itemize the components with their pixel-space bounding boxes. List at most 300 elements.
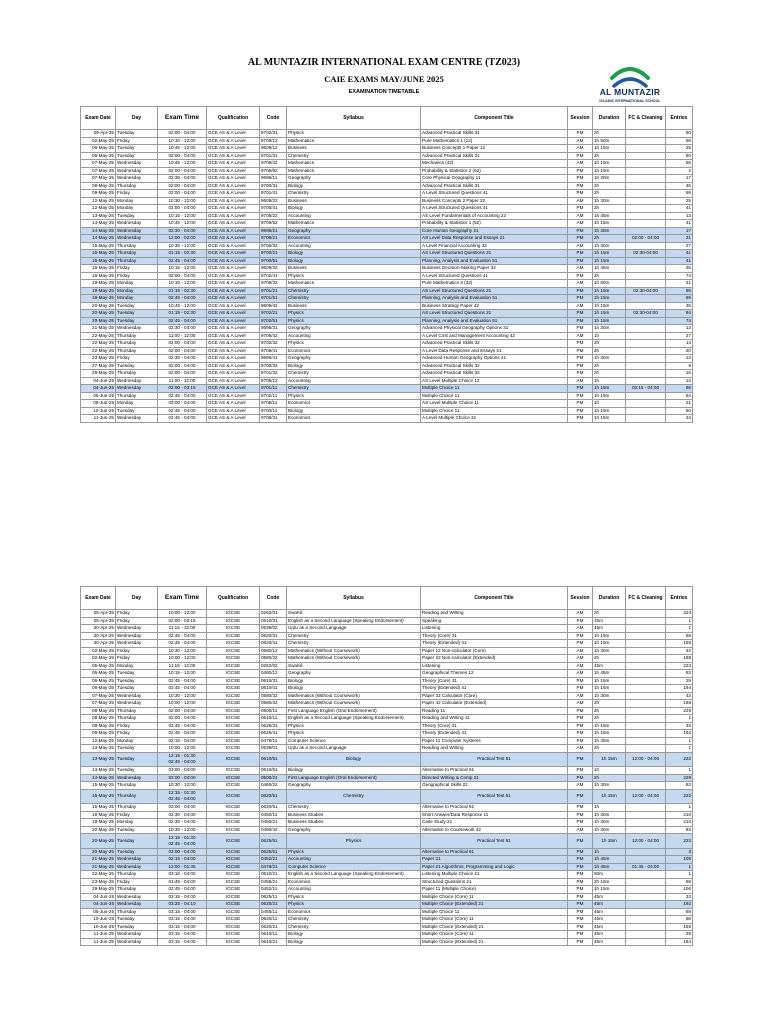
cell-day: Friday: [116, 655, 158, 663]
table-row: [81, 190, 693, 198]
cell-syllabus: Chemistry: [287, 923, 421, 931]
cell-exam-time: 10:10 - 12:00: [158, 280, 207, 288]
cell-exam-time: 02:45 - 04:00: [158, 730, 207, 738]
table-row: [81, 370, 693, 378]
logo-name: AL MUNTAZIR: [599, 87, 661, 97]
table-row: [81, 752, 693, 767]
cell-session: AM: [568, 700, 593, 708]
cell-session: PM: [568, 407, 593, 415]
cell-entries: 35: [666, 265, 693, 273]
cell-exam-date: 15-May-25: [81, 789, 116, 804]
cell-code: 9696/11: [260, 175, 287, 183]
cell-qualification: GCE AS & A Level: [207, 370, 260, 378]
cell-entries: 68: [666, 916, 693, 924]
cell-exam-time: 10:15 - 12:00: [158, 265, 207, 273]
column-header-day: Day: [116, 107, 158, 130]
cell-syllabus: Physics: [287, 340, 421, 348]
cell-fc-cleaning: [626, 265, 666, 273]
cell-exam-time: 10:45 - 12:00: [158, 145, 207, 153]
cell-component-title: Probability & Statistics 2 (62): [421, 167, 568, 175]
cell-exam-date: 15-May-25: [81, 242, 116, 250]
table-row: [81, 617, 693, 625]
cell-session: PM: [568, 752, 593, 767]
cell-qualification: GCE AS & A Level: [207, 415, 260, 423]
cell-qualification: IGCSE: [207, 916, 260, 924]
cell-code: 9706/42: [260, 332, 287, 340]
cell-duration: 2h: [593, 707, 626, 715]
cell-exam-time: 02:30 - 04:00: [158, 175, 207, 183]
cell-duration: 1h 30m: [593, 819, 626, 827]
cell-syllabus: Physics: [287, 130, 421, 138]
cell-day: Friday: [116, 272, 158, 280]
cell-duration: 1h 15m: [593, 317, 626, 325]
table-row: [81, 392, 693, 400]
cell-exam-time: 02:00 - 04:00: [158, 340, 207, 348]
cell-session: PM: [568, 227, 593, 235]
cell-exam-date: 22-May-25: [81, 340, 116, 348]
cell-duration: 1h 15m: [593, 677, 626, 685]
cell-session: AM: [568, 212, 593, 220]
cell-entries: 25: [666, 145, 693, 153]
cell-component-title: Paper 11 (Multiple Choice): [421, 886, 568, 894]
table-row: [81, 632, 693, 640]
cell-qualification: IGCSE: [207, 700, 260, 708]
cell-code: 0450/11: [260, 811, 287, 819]
cell-fc-cleaning: [626, 190, 666, 198]
cell-qualification: IGCSE: [207, 893, 260, 901]
cell-duration: 50m: [593, 871, 626, 879]
cell-day: Wednesday: [116, 863, 158, 871]
cell-code: 0452/11: [260, 886, 287, 894]
cell-duration: 2h: [593, 347, 626, 355]
cell-syllabus: Physics: [287, 392, 421, 400]
cell-exam-time: 03:00 - 04:00: [158, 804, 207, 812]
cell-duration: 45m: [593, 916, 626, 924]
table-row: [81, 272, 693, 280]
cell-fc-cleaning: [626, 662, 666, 670]
cell-component-title: Multiple Choice (Extended) 21: [421, 923, 568, 931]
cell-syllabus: Economics: [287, 878, 421, 886]
cell-day: Monday: [116, 662, 158, 670]
cell-exam-time: 02:45 - 04:00: [158, 685, 207, 693]
cell-qualification: IGCSE: [207, 774, 260, 782]
cell-exam-time: 12:00 - 02:00: [158, 235, 207, 243]
cell-qualification: GCE AS & A Level: [207, 295, 260, 303]
cell-exam-time: 02:45 - 04:00: [158, 722, 207, 730]
table-row: [81, 767, 693, 775]
cell-exam-time: 02:00 - 04:00: [158, 370, 207, 378]
cell-exam-time: 02:00 - 04:00: [158, 167, 207, 175]
cell-day: Thursday: [116, 782, 158, 790]
cell-entries: 17: [666, 227, 693, 235]
cell-day: Thursday: [116, 804, 158, 812]
cell-component-title: Theory (Core) 31: [421, 722, 568, 730]
cell-session: PM: [568, 190, 593, 198]
column-header-duration: Duration: [593, 107, 626, 130]
cell-qualification: IGCSE: [207, 848, 260, 856]
cell-exam-time: 02:15 - 04:00: [158, 737, 207, 745]
cell-component-title: Multiple Choice 11: [421, 407, 568, 415]
cell-exam-date: 30-Apr-25: [81, 632, 116, 640]
cell-session: PM: [568, 715, 593, 723]
cell-component-title: Listening Multiple Choice 21: [421, 871, 568, 879]
cell-day: Monday: [116, 197, 158, 205]
cell-code: 9701/32: [260, 370, 287, 378]
cell-code: 0625/11: [260, 893, 287, 901]
table-row: [81, 137, 693, 145]
cell-exam-time: 10:10 - 12:00: [158, 137, 207, 145]
cell-exam-time: 02:45 - 04:00: [158, 415, 207, 423]
cell-duration: 45m: [593, 923, 626, 931]
cell-fc-cleaning: [626, 632, 666, 640]
cell-fc-cleaning: [626, 901, 666, 909]
cell-session: PM: [568, 834, 593, 849]
table-row: [81, 415, 693, 423]
column-header-session: Session: [568, 107, 593, 130]
cell-duration: 1h 30m: [593, 692, 626, 700]
cell-entries: 194: [666, 685, 693, 693]
cell-syllabus: Chemistry: [287, 632, 421, 640]
cell-fc-cleaning: [626, 137, 666, 145]
cell-duration: 2h: [593, 190, 626, 198]
cell-day: Wednesday: [116, 235, 158, 243]
cell-qualification: IGCSE: [207, 655, 260, 663]
cell-session: AM: [568, 625, 593, 633]
cell-code: 9701/11: [260, 385, 287, 393]
cell-code: 0620/61: [260, 804, 287, 812]
cell-code: 0580/32: [260, 692, 287, 700]
cell-exam-date: 09-May-25: [81, 730, 116, 738]
cell-qualification: IGCSE: [207, 871, 260, 879]
cell-day: Thursday: [116, 370, 158, 378]
cell-fc-cleaning: [626, 707, 666, 715]
cell-session: PM: [568, 287, 593, 295]
table-row: [81, 774, 693, 782]
cell-code: 0460/12: [260, 670, 287, 678]
table-row: [81, 610, 693, 618]
cell-qualification: IGCSE: [207, 878, 260, 886]
cell-day: Thursday: [116, 789, 158, 804]
table-row: [81, 655, 693, 663]
cell-qualification: GCE AS & A Level: [207, 160, 260, 168]
table-row: [81, 871, 693, 879]
cell-entries: 210: [666, 811, 693, 819]
cell-exam-date: 10-Jun-25: [81, 407, 116, 415]
cell-syllabus: Business: [287, 265, 421, 273]
school-logo-icon: [590, 54, 670, 112]
cell-component-title: Paper 22 Non-calculator (Extended): [421, 655, 568, 663]
cell-exam-time: 10:45 - 12:00: [158, 302, 207, 310]
cell-entries: 21: [666, 400, 693, 408]
cell-exam-time: 11:00 - 12:00: [158, 332, 207, 340]
cell-exam-date: 20-May-25: [81, 317, 116, 325]
cell-day: Tuesday: [116, 685, 158, 693]
cell-syllabus: Biology: [287, 257, 421, 265]
cell-qualification: IGCSE: [207, 662, 260, 670]
cell-fc-cleaning: [626, 737, 666, 745]
cell-day: Tuesday: [116, 826, 158, 834]
cell-entries: 1: [666, 617, 693, 625]
cell-exam-time: 02:30 - 04:00: [158, 811, 207, 819]
cell-exam-date: 19-May-25: [81, 287, 116, 295]
cell-entries: 13: [666, 325, 693, 333]
cell-syllabus: Urdu as a Second Language: [287, 625, 421, 633]
cell-syllabus: English as a Second Language (Speaking Endorsement): [287, 871, 421, 879]
cell-code: 9709/62: [260, 167, 287, 175]
cell-qualification: IGCSE: [207, 752, 260, 767]
cell-fc-cleaning: [626, 804, 666, 812]
cell-qualification: GCE AS & A Level: [207, 145, 260, 153]
cell-code: 9708/31: [260, 415, 287, 423]
cell-fc-cleaning: [626, 167, 666, 175]
cell-session: PM: [568, 863, 593, 871]
cell-component-title: Core Physical Geography 11: [421, 175, 568, 183]
table-row: [81, 227, 693, 235]
cell-code: 0500/11: [260, 707, 287, 715]
cell-entries: 229: [666, 774, 693, 782]
as-a-level-timetable: [80, 106, 693, 423]
cell-exam-date: 19-May-25: [81, 280, 116, 288]
cell-syllabus: Business: [287, 197, 421, 205]
cell-duration: 1h 15m: [593, 160, 626, 168]
cell-day: Wednesday: [116, 640, 158, 648]
cell-session: PM: [568, 250, 593, 258]
cell-fc-cleaning: [626, 670, 666, 678]
cell-session: PM: [568, 871, 593, 879]
cell-component-title: AS Level Structured Questions 21: [421, 287, 568, 295]
cell-code: 9609/22: [260, 197, 287, 205]
cell-exam-date: 04-Jun-25: [81, 385, 116, 393]
cell-component-title: Planning, Analysis and Evaluation 51: [421, 257, 568, 265]
cell-code: 0580/42: [260, 700, 287, 708]
cell-duration: 1h 15m: [593, 834, 626, 849]
cell-exam-date: 14-May-25: [81, 220, 116, 228]
cell-day: Monday: [116, 737, 158, 745]
cell-entries: 106: [666, 856, 693, 864]
cell-exam-date: 04-Jun-25: [81, 377, 116, 385]
cell-exam-date: 09-Jun-25: [81, 400, 116, 408]
cell-code: 9709/42: [260, 160, 287, 168]
page-title: AL MUNTAZIR INTERNATIONAL EXAM CENTRE (TZ023): [247, 57, 521, 68]
exam-time-slot: 12:15 - 01:30: [168, 790, 196, 796]
cell-duration: 2h: [593, 774, 626, 782]
cell-entries: 155: [666, 640, 693, 648]
column-header-exam-time: Exam Time: [158, 587, 207, 610]
cell-fc-cleaning: [626, 617, 666, 625]
table-row: [81, 212, 693, 220]
cell-code: 0610/41: [260, 685, 287, 693]
cell-entries: 223: [666, 610, 693, 618]
column-header-code: Code: [260, 587, 287, 610]
table-row: [81, 789, 693, 804]
cell-fc-cleaning: [626, 400, 666, 408]
cell-fc-cleaning: [626, 692, 666, 700]
cell-day: Friday: [116, 137, 158, 145]
cell-session: PM: [568, 819, 593, 827]
cell-session: PM: [568, 916, 593, 924]
cell-session: PM: [568, 804, 593, 812]
cell-exam-date: 06-May-25: [81, 152, 116, 160]
table-row: [81, 347, 693, 355]
cell-fc-cleaning: [626, 871, 666, 879]
cell-exam-date: 27-May-25: [81, 362, 116, 370]
cell-syllabus: Economics: [287, 235, 421, 243]
cell-day: Tuesday: [116, 848, 158, 856]
cell-entries: 41: [666, 220, 693, 228]
cell-duration: 2h: [593, 152, 626, 160]
cell-entries: 13: [666, 377, 693, 385]
cell-exam-date: 15-May-25: [81, 250, 116, 258]
cell-exam-date: 29-Apr-25: [81, 130, 116, 138]
cell-exam-time: 02:45 - 04:00: [158, 317, 207, 325]
cell-syllabus: Physics: [287, 317, 421, 325]
cell-entries: 229: [666, 707, 693, 715]
cell-syllabus: Accounting: [287, 332, 421, 340]
table-body: [81, 130, 693, 423]
cell-exam-time: 02:30 - 04:00: [158, 325, 207, 333]
cell-syllabus: Biology: [287, 767, 421, 775]
cell-fc-cleaning: [626, 272, 666, 280]
cell-qualification: GCE AS & A Level: [207, 220, 260, 228]
cell-exam-date: 14-May-25: [81, 235, 116, 243]
cell-component-title: A Level Data Response and Essays 41: [421, 347, 568, 355]
cell-entries: 33: [666, 722, 693, 730]
cell-day: Thursday: [116, 871, 158, 879]
cell-exam-time: 10:30 - 12:00: [158, 782, 207, 790]
cell-duration: 1h 45m: [593, 737, 626, 745]
cell-qualification: GCE AS & A Level: [207, 332, 260, 340]
cell-exam-time: 02:00 - 04:00: [158, 152, 207, 160]
cell-exam-date: 06-May-25: [81, 677, 116, 685]
cell-fc-cleaning: [626, 325, 666, 333]
cell-exam-time: 02:45 - 04:00: [158, 886, 207, 894]
cell-component-title: Core Human Geography 21: [421, 227, 568, 235]
table-row: [81, 662, 693, 670]
cell-exam-date: 04-Jun-25: [81, 893, 116, 901]
cell-code: 9702/21: [260, 310, 287, 318]
cell-session: PM: [568, 257, 593, 265]
cell-qualification: GCE AS & A Level: [207, 167, 260, 175]
table-row: [81, 692, 693, 700]
cell-code: 9709/52: [260, 220, 287, 228]
cell-session: PM: [568, 767, 593, 775]
cell-fc-cleaning: [626, 931, 666, 939]
cell-day: Tuesday: [116, 212, 158, 220]
cell-entries: 1: [666, 871, 693, 879]
cell-duration: 1h 15m: [593, 789, 626, 804]
cell-session: AM: [568, 332, 593, 340]
cell-entries: 194: [666, 938, 693, 946]
cell-entries: 42: [666, 692, 693, 700]
table-row: [81, 848, 693, 856]
cell-day: Thursday: [116, 182, 158, 190]
cell-exam-date: 19-May-25: [81, 819, 116, 827]
cell-exam-time: 10:45 - 12:00: [158, 220, 207, 228]
table-row: [81, 310, 693, 318]
cell-session: AM: [568, 655, 593, 663]
cell-entries: 83: [666, 782, 693, 790]
table-row: [81, 938, 693, 946]
table-row: [81, 893, 693, 901]
cell-session: AM: [568, 137, 593, 145]
cell-session: PM: [568, 235, 593, 243]
cell-entries: 13: [666, 212, 693, 220]
cell-duration: 45m: [593, 625, 626, 633]
cell-duration: 1h 15m: [593, 302, 626, 310]
cell-duration: 2h: [593, 745, 626, 753]
cell-exam-date: 20-May-25: [81, 310, 116, 318]
cell-qualification: GCE AS & A Level: [207, 400, 260, 408]
cell-exam-time: 10:30 - 12:00: [158, 197, 207, 205]
cell-entries: 45: [666, 182, 693, 190]
cell-component-title: Theory (Extended) 41: [421, 730, 568, 738]
column-header-code: Code: [260, 107, 287, 130]
cell-component-title: Geographical Skills 22: [421, 782, 568, 790]
cell-duration: 45m: [593, 893, 626, 901]
cell-entries: 74: [666, 317, 693, 325]
cell-exam-time: 02:30 - 04:00: [158, 227, 207, 235]
cell-syllabus: Geography: [287, 227, 421, 235]
cell-fc-cleaning: [626, 295, 666, 303]
column-header-exam-time: Exam Time: [158, 107, 207, 130]
cell-component-title: Theory (Extended) 41: [421, 640, 568, 648]
cell-exam-time: 02:00 - 04:00: [158, 715, 207, 723]
cell-qualification: IGCSE: [207, 707, 260, 715]
cell-component-title: A Level Multiple Choice 31: [421, 415, 568, 423]
cell-duration: 1h: [593, 400, 626, 408]
table-row: [81, 931, 693, 939]
cell-code: 9696/21: [260, 227, 287, 235]
cell-fc-cleaning: [626, 647, 666, 655]
cell-fc-cleaning: [626, 745, 666, 753]
cell-entries: 27: [666, 332, 693, 340]
cell-syllabus: Geography: [287, 670, 421, 678]
cell-session: PM: [568, 325, 593, 333]
cell-qualification: GCE AS & A Level: [207, 250, 260, 258]
cell-syllabus: Accounting: [287, 212, 421, 220]
cell-duration: 1h 15m: [593, 385, 626, 393]
cell-exam-date: 12-May-25: [81, 197, 116, 205]
cell-qualification: GCE AS & A Level: [207, 362, 260, 370]
cell-code: 9706/22: [260, 212, 287, 220]
cell-entries: 1: [666, 863, 693, 871]
cell-exam-time: 02:45 - 04:00: [158, 257, 207, 265]
cell-code: 0625/61: [260, 848, 287, 856]
cell-entries: 94: [666, 392, 693, 400]
cell-entries: 222: [666, 789, 693, 804]
cell-session: PM: [568, 938, 593, 946]
cell-exam-time: 02:45 - 04:00: [158, 392, 207, 400]
cell-code: 9708/41: [260, 347, 287, 355]
column-header-component-title: Component Title: [421, 587, 568, 610]
cell-entries: 68: [666, 632, 693, 640]
cell-component-title: Paper 21 Algorithms, Programming and Logic: [421, 863, 568, 871]
cell-session: PM: [568, 317, 593, 325]
column-header-session: Session: [568, 587, 593, 610]
cell-session: AM: [568, 647, 593, 655]
cell-syllabus: Biology: [287, 938, 421, 946]
cell-session: AM: [568, 610, 593, 618]
cell-qualification: GCE AS & A Level: [207, 175, 260, 183]
cell-fc-cleaning: [626, 362, 666, 370]
cell-entries: 27: [666, 242, 693, 250]
cell-code: 9702/51: [260, 317, 287, 325]
cell-exam-date: 06-May-25: [81, 685, 116, 693]
cell-syllabus: Urdu as a Second Language: [287, 745, 421, 753]
cell-fc-cleaning: [626, 212, 666, 220]
cell-entries: 29: [666, 677, 693, 685]
cell-exam-time: 10:30 - 12:00: [158, 647, 207, 655]
